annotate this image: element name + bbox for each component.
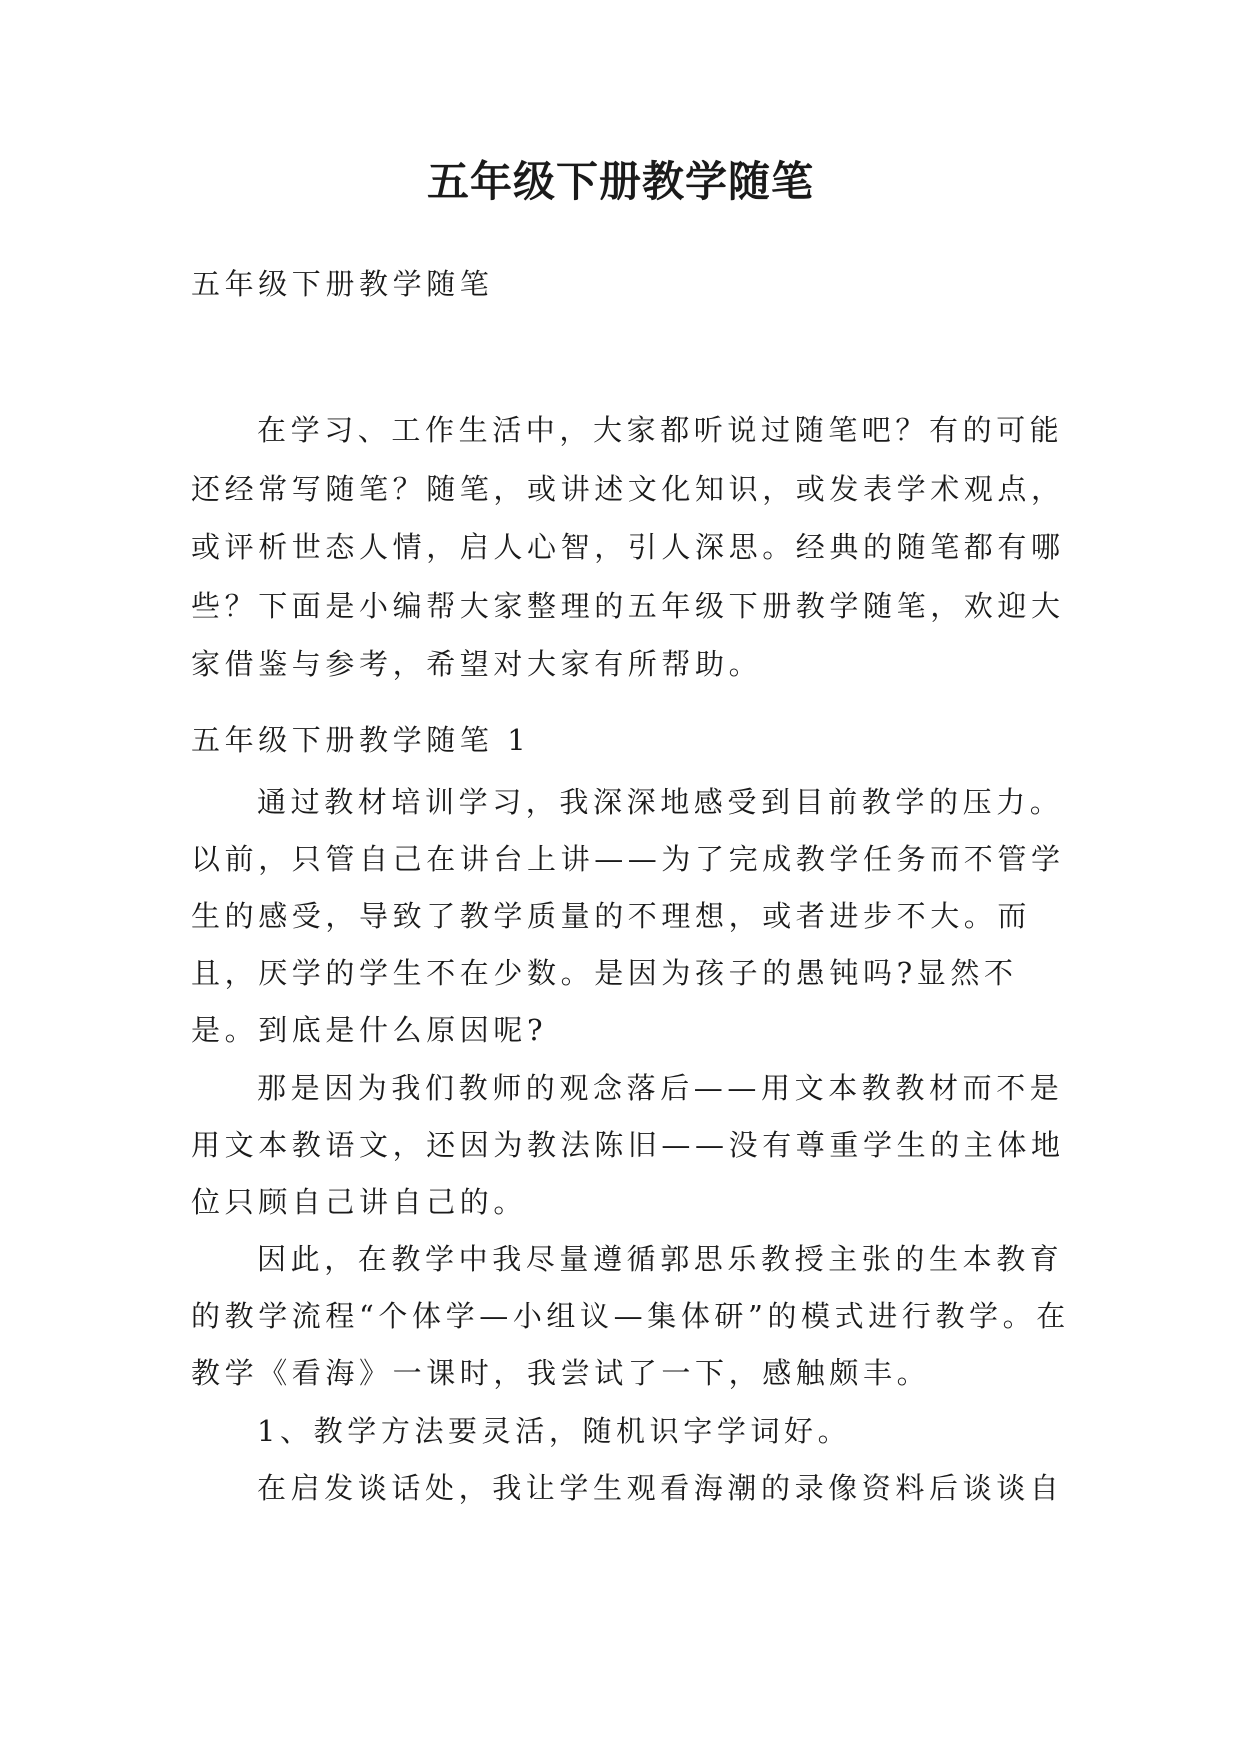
document-title: 五年级下册教学随笔: [426, 157, 814, 206]
body-paragraph: 因此，在教学中我尽量遵循郭思乐教授主张的生本教育的教学流程“个体学—小组议—集体研”的模式进行教学。在教学《看海》一课时，我尝试了一下，感触颇丰。: [191, 1242, 1070, 1390]
section-heading: 五年级下册教学随笔 1: [191, 723, 531, 757]
body-paragraph: 在启发谈话处，我让学生观看海潮的录像资料后谈谈自: [257, 1471, 1064, 1505]
body-paragraph: 那是因为我们教师的观念落后——用文本教教材而不是用文本教语文，还因为教法陈旧——没有尊重学生的主体地位只顾自己讲自己的。: [191, 1071, 1065, 1219]
body-paragraph: 1、教学方法要灵活，随机识字学词好。: [257, 1414, 852, 1448]
body-paragraph: 通过教材培训学习，我深深地感受到目前教学的压力。以前，只管自己在讲台上讲——为了完成教学任务而不管学生的感受，导致了教学质量的不理想，或者进步不大。而且，厌学的学生不在少数。是因为孩子的愚钝吗?显然不是。到底是什么原因呢?: [191, 785, 1065, 1047]
intro-paragraph: 在学习、工作生活中，大家都听说过随笔吧？有的可能还经常写随笔？随笔，或讲述文化知识，或发表学术观点，或评析世态人情，启人心智，引人深思。经典的随笔都有哪些？下面是小编帮大家整理的五年级下册教学随笔，欢迎大家借鉴与参考，希望对大家有所帮助。: [191, 413, 1065, 681]
document-subtitle: 五年级下册教学随笔: [191, 267, 494, 301]
